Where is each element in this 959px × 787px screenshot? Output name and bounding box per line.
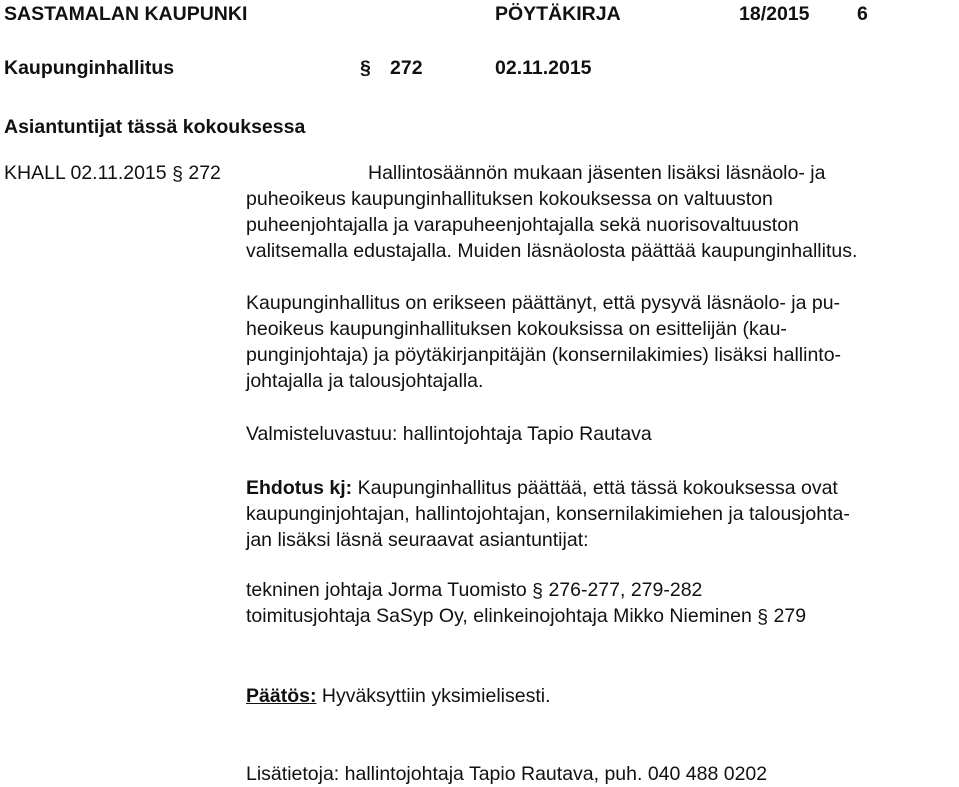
proposal-label: Ehdotus kj:	[246, 477, 353, 499]
paragraph-1-line: valitsemalla edustajalla. Muiden läsnäolosta päättää kaupunginhallitus.	[246, 240, 858, 262]
decision-line	[246, 683, 551, 709]
paragraph-2-line: Kaupunginhallitus on erikseen päättänyt, että pysyvä läsnäolo- ja pu-	[246, 292, 841, 314]
paragraph-1-line: puheenjohtajalla ja varapuheenjohtajalla sekä nuorisovaltuuston	[246, 214, 799, 236]
section-number: 272	[390, 57, 423, 79]
contact-info-line: Lisätietoja: hallintojohtaja Tapio Rautava, puh. 040 488 0202	[246, 763, 768, 785]
meeting-date: 02.11.2015	[495, 57, 592, 79]
reference-section-symbol: §	[172, 163, 183, 185]
decision-text: Hyväksyttiin yksimielisesti.	[321, 685, 551, 707]
reference-section-number: 272	[188, 162, 221, 184]
page-number: 6	[857, 3, 868, 25]
proposal-text: Kaupunginhallitus päättää, että tässä kokouksessa ovat	[357, 477, 838, 499]
expert-line	[246, 577, 702, 603]
expert-sections: 279	[773, 605, 807, 627]
paragraph-2-line: johtajalla ja talousjohtajalla.	[246, 370, 484, 392]
doc-type: PÖYTÄKIRJA	[495, 3, 621, 25]
matter-reference	[4, 160, 221, 186]
reference-prefix: KHALL 02.11.2015	[4, 162, 167, 184]
org-name: SASTAMALAN KAUPUNKI	[4, 3, 248, 25]
paragraph-1-line: Hallintosäännön mukaan jäsenten lisäksi läsnäolo- ja	[368, 162, 826, 184]
proposal-line: jan lisäksi läsnä seuraavat asiantuntijat:	[246, 529, 589, 551]
paragraph-2-line: punginjohtaja) ja pöytäkirjanpitäjän (konsernilakimies) lisäksi hallinto-	[246, 344, 842, 366]
preparer-line: Valmisteluvastuu: hallintojohtaja Tapio Rautava	[246, 423, 652, 445]
expert-section-symbol: §	[757, 606, 769, 628]
expert-section-symbol: §	[532, 580, 544, 602]
paragraph-1-line: puheoikeus kaupunginhallituksen kokouksessa on valtuuston	[246, 188, 773, 210]
proposal-line: kaupunginjohtajan, hallintojohtajan, konsernilakimiehen ja talousjohta-	[246, 503, 850, 525]
expert-name: tekninen johtaja Jorma Tuomisto	[246, 579, 527, 601]
expert-name: toimitusjohtaja SaSyp Oy, elinkeinojohtaja Mikko Nieminen	[246, 605, 752, 627]
meeting-body: Kaupunginhallitus	[4, 57, 175, 79]
decision-label: Päätös:	[246, 685, 317, 707]
paragraph-2-line: heoikeus kaupunginhallituksen kokouksissa on esittelijän (kau-	[246, 318, 787, 340]
proposal-line	[246, 475, 838, 501]
expert-sections: 276-277, 279-282	[548, 579, 703, 601]
section-symbol: §	[360, 57, 371, 79]
doc-number: 18/2015	[739, 3, 810, 25]
matter-title: Asiantuntijat tässä kokouksessa	[4, 116, 306, 138]
expert-line	[246, 603, 806, 629]
